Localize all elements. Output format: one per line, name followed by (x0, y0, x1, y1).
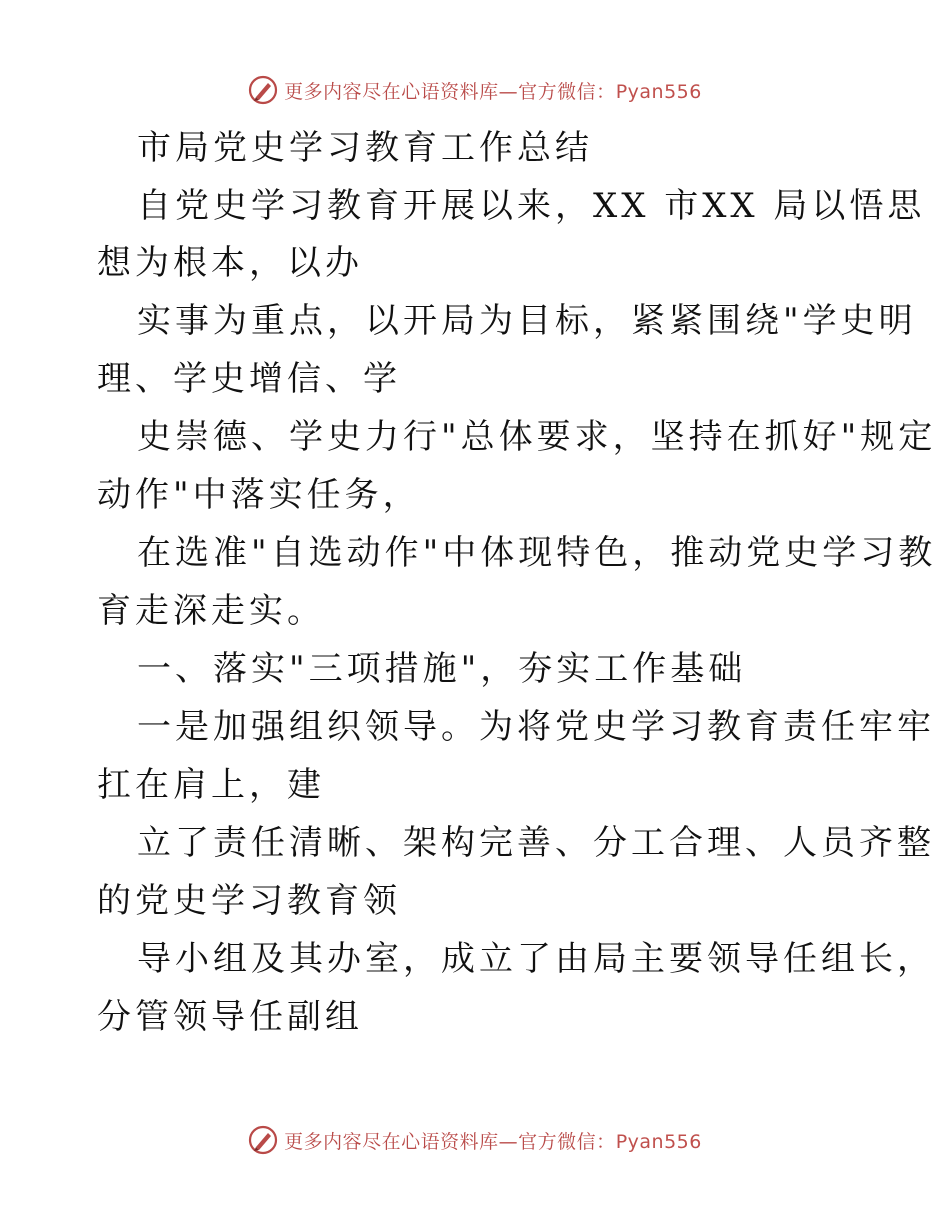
paragraph-line: 动作"中落实任务， (97, 475, 421, 515)
header-banner-wechat-label: 官方微信： (518, 80, 616, 103)
header-banner (0, 70, 950, 110)
paragraph-line: 的党史学习教育领 (97, 881, 401, 921)
paragraph-line: 导小组及其办室，成立了由局主要领导任组长， (137, 939, 935, 979)
paragraph-line: 一是加强组织领导。为将党史学习教育责任牢牢 (137, 707, 935, 747)
document-title: 市局党史学习教育工作总结 (137, 128, 593, 168)
header-banner-slogan: 更多内容尽在心语资料库 (284, 80, 499, 103)
paragraph-line: 理、学史增信、学 (97, 359, 401, 399)
pen-logo-icon (248, 1125, 278, 1155)
footer-banner-wechat-id: Pyan556 (615, 1130, 702, 1153)
pen-logo-icon (248, 75, 278, 105)
section-heading: 一、落实"三项措施"，夯实工作基础 (137, 649, 747, 689)
paragraph-line: 实事为重点，以开局为目标，紧紧围绕"学史明 (137, 301, 917, 341)
paragraph-line: 自党史学习教育开展以来，XX 市XX 局以悟思 (137, 186, 926, 226)
paragraph-line: 立了责任清晰、架构完善、分工合理、人员齐整 (137, 823, 935, 863)
paragraph-line: 在选准"自选动作"中体现特色，推动党史学习教 (137, 533, 937, 573)
paragraph-line: 史崇德、学史力行"总体要求，坚持在抓好"规定 (137, 417, 937, 457)
paragraph-line: 扛在肩上，建 (97, 765, 325, 805)
footer-banner-slogan: 更多内容尽在心语资料库 (284, 1130, 499, 1153)
paragraph-line: 育走深走实。 (97, 591, 325, 631)
paragraph-line: 分管领导任副组 (97, 997, 363, 1037)
header-banner-text (284, 77, 702, 104)
footer-banner-text (284, 1127, 702, 1154)
footer-banner (0, 1120, 950, 1160)
header-banner-wechat-id: Pyan556 (615, 80, 702, 103)
header-banner-separator: — (498, 80, 519, 103)
footer-banner-separator: — (498, 1130, 519, 1153)
footer-banner-wechat-label: 官方微信： (518, 1130, 616, 1153)
paragraph-line: 想为根本，以办 (97, 243, 363, 283)
